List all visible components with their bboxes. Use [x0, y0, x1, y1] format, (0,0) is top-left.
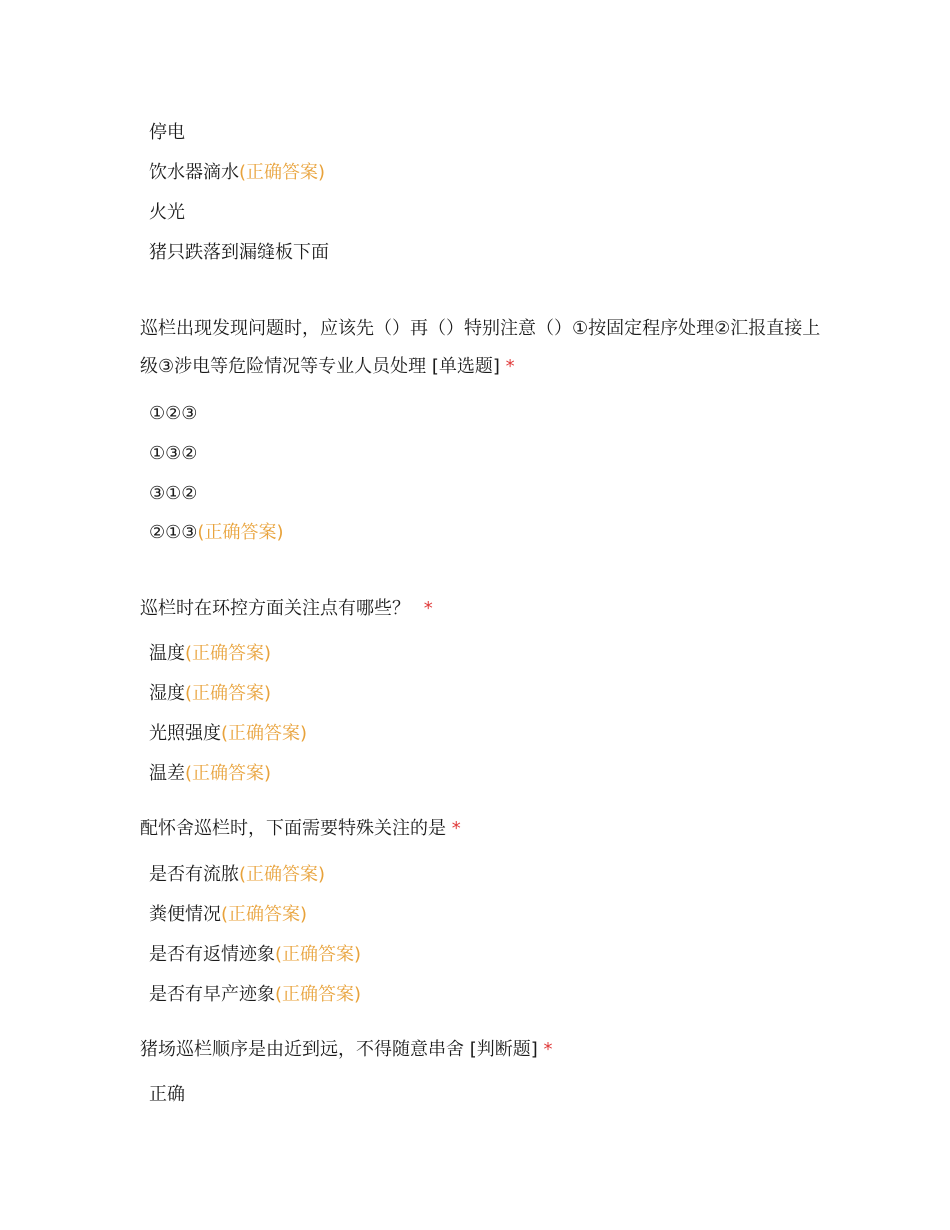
option-item: [149, 902, 307, 928]
option-text: 火光: [149, 202, 185, 223]
option-item: [149, 1082, 185, 1108]
question-text: 巡栏时在环控方面关注点有哪些？: [140, 598, 410, 619]
option-item: [149, 200, 185, 226]
option-text: 是否有流脓: [149, 864, 239, 885]
question-title: [140, 590, 830, 628]
question-title: [140, 310, 830, 386]
correct-answer-tag: (正确答案): [239, 162, 326, 183]
option-item: [149, 120, 185, 146]
option-text: 是否有早产迹象: [149, 984, 275, 1005]
correct-answer-tag: (正确答案): [221, 904, 308, 925]
option-text: 停电: [149, 122, 185, 143]
option-item: [149, 160, 325, 186]
option-text: 饮水器滴水: [149, 162, 239, 183]
correct-answer-tag: (正确答案): [185, 683, 272, 704]
option-text: 湿度: [149, 683, 185, 704]
option-text: ③①②: [149, 483, 198, 504]
option-text: 正确: [149, 1084, 185, 1105]
question-title: [140, 1031, 830, 1069]
option-text: 温差: [149, 763, 185, 784]
option-item: [149, 240, 329, 266]
correct-answer-tag: (正确答案): [185, 643, 272, 664]
option-text: 温度: [149, 643, 185, 664]
required-mark: *: [423, 598, 433, 619]
option-item: [149, 681, 271, 707]
option-item: [149, 441, 197, 467]
question-text: 配怀舍巡栏时，下面需要特殊关注的是: [140, 818, 446, 839]
option-item: [149, 520, 283, 546]
option-item: [149, 862, 325, 888]
option-text: ①③②: [149, 443, 198, 464]
option-text: 猪只跌落到漏缝板下面: [149, 242, 329, 263]
question-text: 猪场巡栏顺序是由近到远，不得随意串舍: [140, 1039, 464, 1060]
required-mark: *: [451, 818, 461, 839]
option-item: [149, 721, 307, 747]
option-text: ②①③: [149, 522, 198, 543]
question-type: [单选题]: [431, 356, 500, 377]
question-title: [140, 810, 830, 848]
required-mark: *: [543, 1039, 553, 1060]
correct-answer-tag: (正确答案): [239, 864, 326, 885]
question-text: 巡栏出现发现问题时，应该先（）再（）特别注意（）①按固定程序处理②汇报直接上级③涉电等危险情况等专业人员处理: [140, 318, 821, 377]
correct-answer-tag: (正确答案): [275, 984, 362, 1005]
option-text: ①②③: [149, 403, 198, 424]
option-text: 光照强度: [149, 723, 221, 744]
required-mark: *: [505, 356, 515, 377]
correct-answer-tag: (正确答案): [275, 944, 362, 965]
option-item: [149, 401, 197, 427]
option-text: 是否有返情迹象: [149, 944, 275, 965]
option-text: 粪便情况: [149, 904, 221, 925]
option-item: [149, 942, 361, 968]
option-item: [149, 761, 271, 787]
option-item: [149, 641, 271, 667]
correct-answer-tag: (正确答案): [185, 763, 272, 784]
option-item: [149, 982, 361, 1008]
question-type: [判断题]: [469, 1039, 538, 1060]
correct-answer-tag: (正确答案): [197, 522, 284, 543]
option-item: [149, 481, 197, 507]
correct-answer-tag: (正确答案): [221, 723, 308, 744]
